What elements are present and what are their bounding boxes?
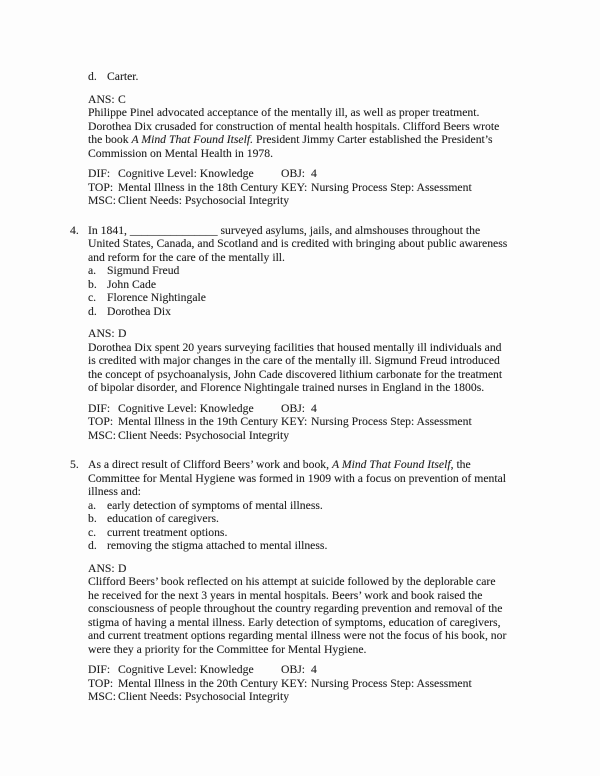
option-letter: d. bbox=[88, 304, 97, 318]
option-row-b bbox=[88, 512, 530, 526]
question-stem-line: United States, Canada, and Scotland and is credited with bringing about public awareness bbox=[88, 237, 508, 250]
option-letter: b. bbox=[88, 512, 97, 525]
top-label: TOP: bbox=[88, 676, 114, 690]
question-stem-line: In 1841, _______________ surveyed asylums, jails, and almshouses throughout the bbox=[88, 223, 481, 237]
option-letter: d. bbox=[88, 539, 97, 552]
dif-value: Cognitive Level: Knowledge bbox=[118, 167, 254, 180]
question-stem-line: Committee for Mental Hygiene was formed in 1909 with a focus on prevention of mental bbox=[88, 471, 507, 485]
question-3-fragment bbox=[88, 70, 530, 208]
dif-label: DIF: bbox=[88, 401, 111, 415]
top-value: Mental Illness in the 18th Century bbox=[118, 180, 279, 194]
option-row-d bbox=[88, 305, 530, 319]
option-text: removing the stigma attached to mental illness. bbox=[107, 539, 328, 552]
metadata-block bbox=[88, 167, 530, 208]
key-value: Nursing Process Step: Assessment bbox=[311, 676, 472, 690]
option-row-d bbox=[88, 70, 530, 84]
msc-value: Client Needs: Psychosocial Integrity bbox=[118, 194, 290, 207]
metadata-block bbox=[88, 402, 530, 443]
question-stem-line: illness and: bbox=[88, 485, 141, 498]
rationale-line: and current treatment options regarding mental illness were not the focus of his book, nor bbox=[88, 629, 507, 642]
key-value: Nursing Process Step: Assessment bbox=[311, 415, 472, 428]
question-4 bbox=[70, 223, 530, 443]
obj-value: 4 bbox=[311, 401, 317, 415]
answer-line bbox=[88, 93, 530, 107]
obj-value: 4 bbox=[311, 167, 317, 180]
option-row-d bbox=[88, 539, 530, 553]
option-row-c bbox=[88, 291, 530, 305]
option-row-a bbox=[88, 264, 530, 278]
option-letter: d. bbox=[88, 70, 97, 83]
rationale-line: Commission on Mental Health in 1978. bbox=[88, 146, 274, 160]
msc-label: MSC: bbox=[88, 690, 116, 703]
metadata-block bbox=[88, 663, 530, 704]
rationale-line: is credited with major changes in the care of the mentally ill. Sigmund Freud introduced bbox=[88, 354, 500, 367]
key-label: KEY: bbox=[281, 415, 308, 428]
option-text: early detection of symptoms of mental illness. bbox=[107, 498, 323, 512]
question-5 bbox=[70, 458, 530, 704]
stem-segment: As a direct result of Clifford Beers’ work and book, bbox=[88, 458, 332, 471]
rationale-segment: the book bbox=[88, 133, 132, 146]
key-label: KEY: bbox=[281, 676, 308, 690]
option-text: Carter. bbox=[107, 70, 139, 83]
stem-segment: , the bbox=[450, 458, 471, 471]
option-row-a bbox=[88, 499, 530, 513]
answer-block bbox=[88, 562, 530, 657]
rationale-line: stigma of having a mental illness. Early detection of symptoms, education of caregivers, bbox=[88, 615, 501, 629]
dif-value: Cognitive Level: Knowledge bbox=[118, 401, 254, 415]
msc-value: Client Needs: Psychosocial Integrity bbox=[118, 428, 290, 442]
rationale-line: Philippe Pinel advocated acceptance of the mentally ill, as well as proper treatment. bbox=[88, 106, 480, 119]
option-letter: c. bbox=[88, 291, 97, 304]
top-value: Mental Illness in the 20th Century bbox=[118, 676, 279, 690]
key-value: Nursing Process Step: Assessment bbox=[311, 180, 472, 194]
meta-row-dif-obj bbox=[88, 663, 530, 677]
meta-row-dif-obj bbox=[88, 167, 530, 181]
question-number: 4. bbox=[70, 223, 79, 237]
question-stem-line: and reform for the care of the mentally ill. bbox=[88, 250, 285, 264]
msc-value: Client Needs: Psychosocial Integrity bbox=[118, 690, 290, 703]
answer-label: ANS: bbox=[88, 92, 115, 106]
option-row-c bbox=[88, 526, 530, 540]
msc-label: MSC: bbox=[88, 428, 116, 442]
rationale-segment: President Jimmy Carter established the President’s bbox=[253, 133, 493, 146]
answer-block bbox=[88, 327, 530, 395]
question-number: 5. bbox=[70, 458, 79, 471]
answer-label: ANS: bbox=[88, 561, 115, 575]
top-value: Mental Illness in the 19th Century bbox=[118, 415, 279, 428]
answer-value: C bbox=[118, 92, 126, 106]
option-row-b bbox=[88, 278, 530, 292]
obj-label: OBJ: bbox=[281, 401, 306, 415]
option-letter: a. bbox=[88, 498, 97, 512]
option-text: education of caregivers. bbox=[107, 512, 219, 525]
option-text: Florence Nightingale bbox=[107, 291, 206, 304]
rationale-line: Dorothea Dix spent 20 years surveying facilities that housed mentally ill individuals and bbox=[88, 340, 502, 354]
dif-label: DIF: bbox=[88, 167, 111, 180]
rationale-line: were they a priority for the Committee for Mental Hygiene. bbox=[88, 642, 367, 656]
rationale-line: Dorothea Dix crusaded for construction of mental health hospitals. Clifford Beers wrote bbox=[88, 119, 500, 133]
meta-row-msc bbox=[88, 429, 530, 443]
dif-label: DIF: bbox=[88, 663, 111, 676]
meta-row-msc bbox=[88, 194, 530, 208]
meta-row-top-key bbox=[88, 415, 530, 429]
obj-value: 4 bbox=[311, 663, 317, 676]
top-label: TOP: bbox=[88, 415, 114, 428]
question-stem-line bbox=[88, 458, 530, 472]
answer-line bbox=[88, 562, 530, 576]
answer-label: ANS: bbox=[88, 327, 115, 340]
book-title-italic: A Mind That Found Itself bbox=[331, 458, 451, 471]
rationale-line: he received for the next 3 years in mental hospitals. Beers’ work and book raised the bbox=[88, 588, 483, 602]
option-text: Dorothea Dix bbox=[107, 304, 171, 318]
rationale-line: Clifford Beers’ book reflected on his attempt at suicide followed by the deplorable care bbox=[88, 575, 496, 588]
dif-value: Cognitive Level: Knowledge bbox=[118, 663, 254, 676]
answer-block bbox=[88, 93, 530, 161]
rationale-line bbox=[88, 133, 530, 147]
rationale-line: of bipolar disorder, and Florence Nightingale trained nurses in England in the 1800s. bbox=[88, 381, 485, 394]
option-text: current treatment options. bbox=[107, 525, 228, 539]
option-letter: b. bbox=[88, 277, 97, 291]
meta-row-msc bbox=[88, 690, 530, 704]
option-text: Sigmund Freud bbox=[107, 264, 180, 277]
option-text: John Cade bbox=[107, 277, 157, 291]
meta-row-top-key bbox=[88, 181, 530, 195]
obj-label: OBJ: bbox=[281, 663, 306, 676]
msc-label: MSC: bbox=[88, 194, 116, 207]
rationale-line: consciousness of people throughout the country regarding prevention and removal of the bbox=[88, 602, 503, 615]
option-letter: c. bbox=[88, 525, 97, 539]
answer-value: D bbox=[118, 327, 127, 340]
key-label: KEY: bbox=[281, 180, 308, 194]
answer-line bbox=[88, 327, 530, 341]
top-label: TOP: bbox=[88, 180, 114, 194]
answer-value: D bbox=[118, 561, 127, 575]
option-letter: a. bbox=[88, 264, 97, 277]
obj-label: OBJ: bbox=[281, 167, 306, 180]
meta-row-top-key bbox=[88, 677, 530, 691]
book-title-italic: A Mind That Found Itself. bbox=[131, 133, 254, 146]
meta-row-dif-obj bbox=[88, 402, 530, 416]
rationale-line: the concept of psychoanalysis, John Cade discovered lithium carbonate for the treatment bbox=[88, 367, 503, 381]
